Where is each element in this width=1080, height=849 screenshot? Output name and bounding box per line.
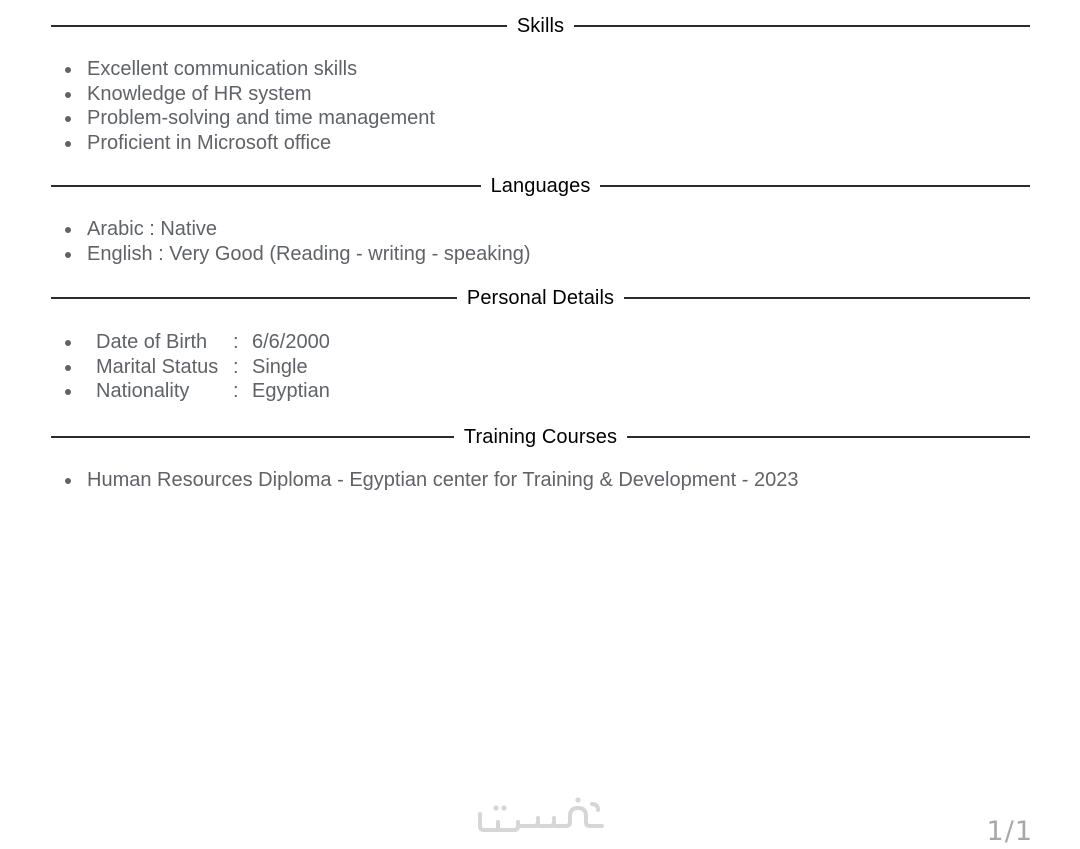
section-rule-left	[51, 185, 481, 187]
detail-separator: :	[233, 355, 239, 378]
training-courses-title: Training Courses	[463, 425, 618, 448]
detail-separator: :	[233, 380, 239, 402]
training-courses-list	[58, 468, 798, 493]
section-rule-left	[51, 297, 457, 299]
language-item: English : Very Good (Reading - writing - speaking)	[58, 242, 531, 267]
detail-label: Nationality	[96, 380, 190, 402]
section-rule-right	[600, 185, 1030, 187]
skills-section-header	[51, 11, 1030, 41]
languages-list	[58, 217, 531, 266]
detail-label: Date of Birth	[96, 331, 208, 353]
section-rule-right	[627, 436, 1030, 438]
skill-item: Proficient in Microsoft office	[58, 131, 435, 156]
detail-value: Egyptian	[252, 380, 330, 402]
skill-item: Knowledge of HR system	[58, 82, 435, 107]
skill-item: Problem-solving and time management	[58, 106, 435, 131]
section-rule-left	[51, 436, 454, 438]
skills-title: Skills	[516, 14, 565, 37]
training-courses-section-header	[51, 422, 1030, 452]
personal-details-list	[58, 330, 330, 404]
languages-section-header	[51, 171, 1030, 201]
detail-separator: :	[233, 331, 239, 353]
detail-label: Marital Status	[96, 355, 219, 378]
detail-value: 6/6/2000	[252, 331, 330, 353]
personal-details-section-header	[51, 283, 1030, 313]
personal-details-title: Personal Details	[466, 286, 615, 309]
skill-item: Excellent communication skills	[58, 57, 435, 82]
section-rule-right	[624, 297, 1030, 299]
khamsat-watermark-logo	[474, 796, 606, 836]
language-item: Arabic : Native	[58, 217, 531, 242]
detail-value: Single	[252, 355, 308, 378]
detail-item	[58, 379, 330, 404]
page-number-indicator: 1/1	[986, 816, 1033, 847]
languages-title: Languages	[490, 174, 591, 197]
course-item: Human Resources Diploma - Egyptian center for Training & Development - 2023	[58, 468, 798, 493]
section-rule-right	[574, 25, 1030, 27]
section-rule-left	[51, 25, 507, 27]
detail-item	[58, 330, 330, 355]
detail-item	[58, 355, 330, 380]
skills-list	[58, 57, 435, 155]
